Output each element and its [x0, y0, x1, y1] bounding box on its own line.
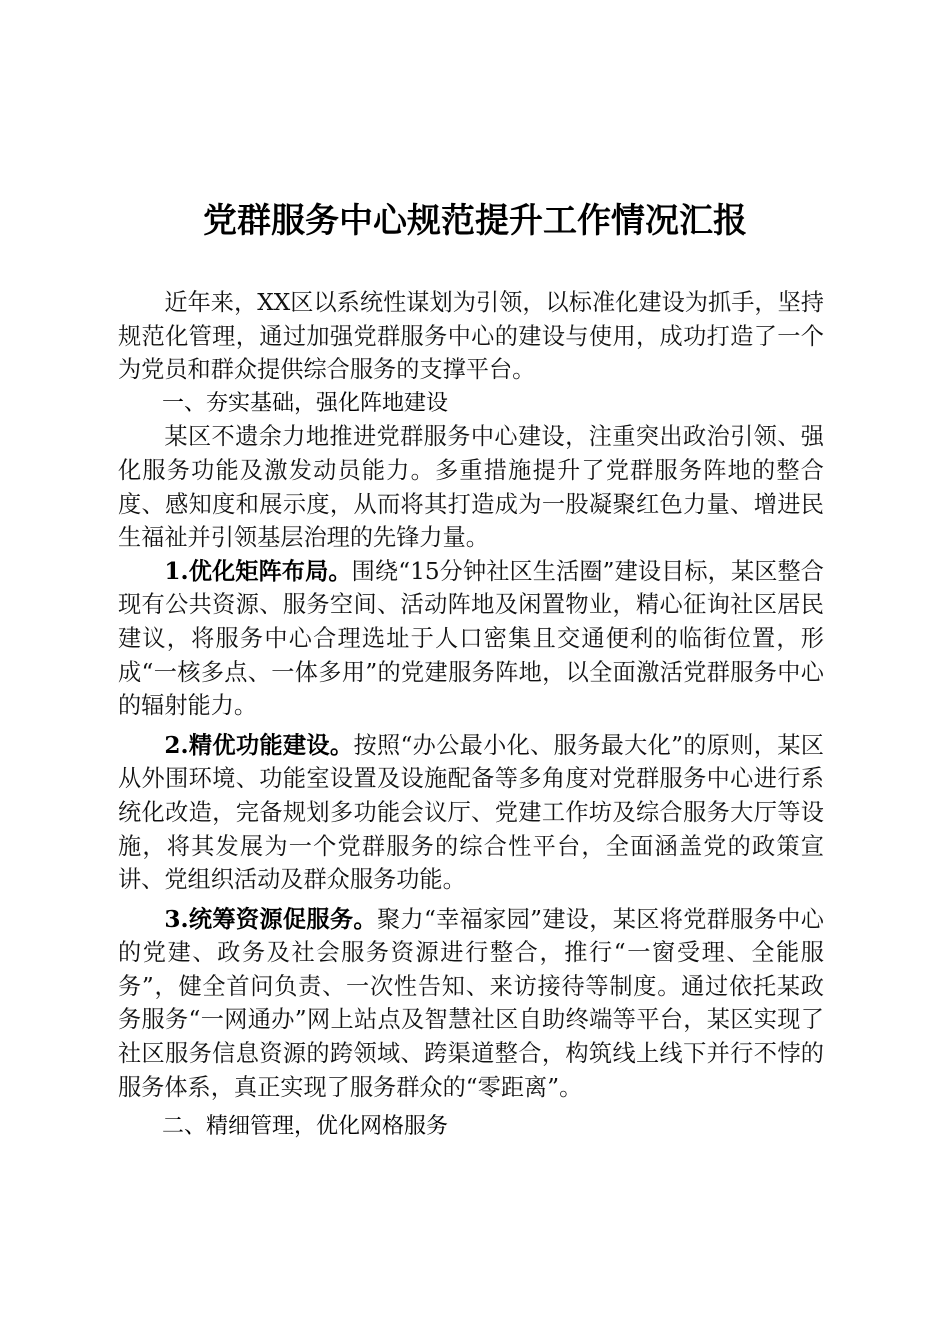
list-item-3-text: 聚力“幸福家园”建设，某区将党群服务中心的党建、政务及社会服务资源进行整合，推行“一窗受理、全能服务”，健全首问负责、一次性告知、来访接待等制度。通过依托某政务服务“一网通办”网上站点及智慧社区自助终端等平台，某区实现了社区服务信息资源的跨领域、跨渠道整合，构筑线上线下并行不悖的服务体系，真正实现了服务群众的“零距离”。	[118, 905, 824, 1101]
section-heading-2: 二、精细管理，优化网格服务	[162, 1114, 449, 1140]
section-1-paragraph: 某区不遗余力地推进党群服务中心建设，注重突出政治引领、强化服务功能及激发动员能力。多重措施提升了党群服务阵地的整合度、感知度和展示度，从而将其打造成为一股凝聚红色力量、增进民生福祉并引领基层治理的先锋力量。	[118, 423, 824, 552]
list-item-2	[118, 729, 824, 897]
list-item-1-text: 围绕“15分钟社区生活圈”建设目标，某区整合现有公共资源、服务空间、活动阵地及闲置物业，精心征询社区居民建议，将服务中心合理选址于人口密集且交通便利的临街位置，形成“一核多点、一体多用”的党建服务阵地，以全面激活党群服务中心的辐射能力。	[118, 557, 824, 720]
list-item-1-lead: 1.优化矩阵布局。	[164, 557, 352, 585]
section-heading-1: 一、夯实基础，强化阵地建设	[162, 390, 449, 416]
document-title: 党群服务中心规范提升工作情况汇报	[203, 201, 747, 241]
list-item-2-lead: 2.精优功能建设。	[164, 731, 354, 759]
list-item-3	[118, 903, 824, 1105]
list-item-1	[118, 555, 824, 723]
list-item-3-lead: 3.统筹资源促服务。	[164, 905, 377, 933]
document-body	[118, 286, 824, 1144]
intro-paragraph: 近年来，XX区以系统性谋划为引领，以标准化建设为抓手，坚持规范化管理，通过加强党群服务中心的建设与使用，成功打造了一个为党员和群众提供综合服务的支撑平台。	[118, 289, 824, 384]
list-item-2-text: 按照“办公最小化、服务最大化”的原则，某区从外围环境、功能室设置及设施配备等多角度对党群服务中心进行系统化改造，完备规划多功能会议厅、党建工作坊及综合服务大厅等设施，将其发展为一个党群服务的综合性平台，全面涵盖党的政策宣讲、党组织活动及群众服务功能。	[118, 731, 824, 894]
